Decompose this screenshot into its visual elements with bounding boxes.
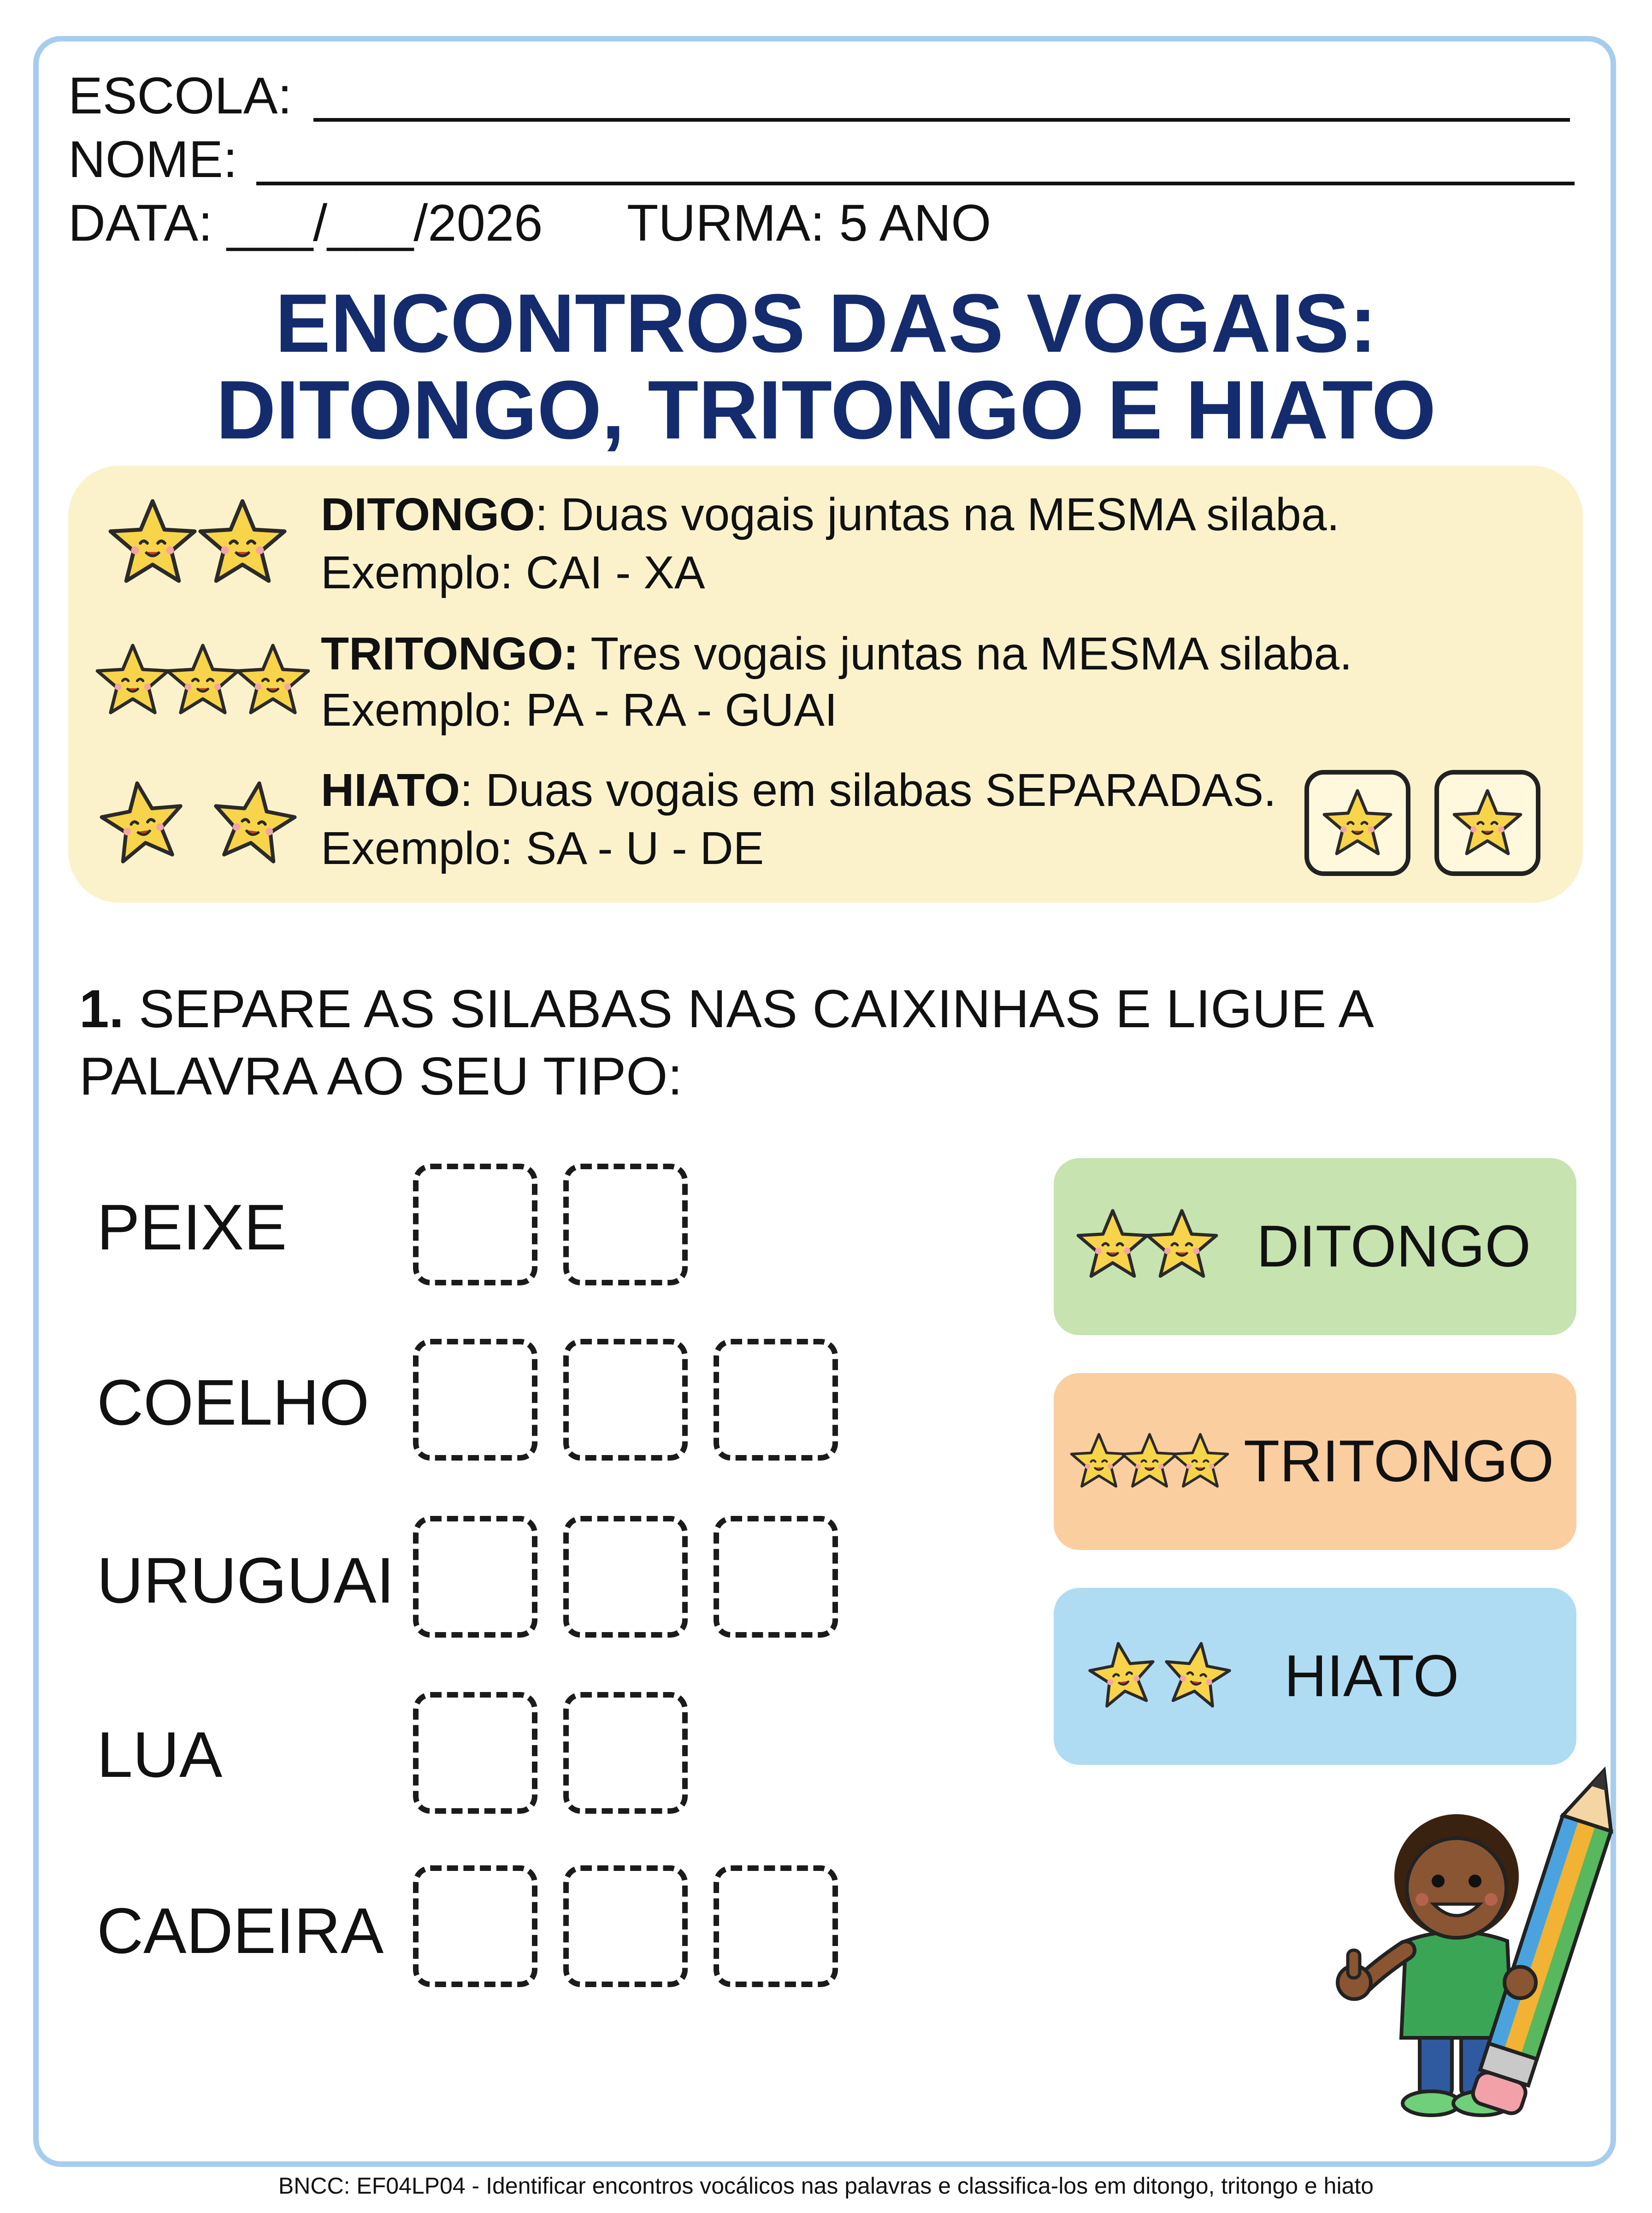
syllable-box[interactable] — [714, 1865, 838, 1987]
tag-hiato[interactable] — [1054, 1588, 1576, 1765]
escola-label: ESCOLA: — [68, 67, 292, 124]
word-uruguai: URUGUAI — [97, 1544, 395, 1616]
tag-ditongo-label: DITONGO — [1257, 1213, 1531, 1279]
syllable-box[interactable] — [563, 1692, 688, 1814]
syllable-box[interactable] — [563, 1164, 688, 1285]
hiato-definition — [321, 764, 1276, 816]
word-coelho: COELHO — [97, 1366, 370, 1438]
syllable-box[interactable] — [413, 1865, 537, 1987]
tag-hiato-label: HIATO — [1284, 1643, 1459, 1709]
star-card-left — [1304, 770, 1410, 876]
star-icon — [1446, 781, 1529, 864]
syllable-box[interactable] — [714, 1516, 838, 1638]
ditongo-term: DITONGO — [321, 489, 535, 540]
word-lua: LUA — [97, 1718, 223, 1791]
tritongo-example: Exemplo: PA - RA - GUAI — [321, 684, 838, 736]
syllable-box[interactable] — [413, 1339, 537, 1461]
ditongo-example: Exemplo: CAI - XA — [321, 547, 705, 598]
tag-tritongo-label: TRITONGO — [1244, 1428, 1554, 1494]
syllable-box[interactable] — [413, 1692, 537, 1814]
syllable-box[interactable] — [563, 1516, 688, 1638]
two-stars-apart-icon — [1086, 1630, 1233, 1722]
syllable-box[interactable] — [413, 1164, 537, 1285]
tritongo-term: TRITONGO: — [321, 628, 579, 680]
three-stars-icon — [92, 636, 313, 728]
two-stars-icon — [104, 491, 293, 592]
syllable-box[interactable] — [413, 1516, 537, 1638]
star-card-right — [1434, 770, 1540, 876]
tag-ditongo[interactable] — [1054, 1158, 1576, 1335]
hiato-example: Exemplo: SA - U - DE — [321, 822, 764, 874]
syllable-box[interactable] — [563, 1339, 688, 1461]
exercise-text: SEPARE AS SILABAS NAS CAIXINHAS E LIGUE A — [124, 979, 1374, 1039]
exercise-instruction-line1 — [79, 979, 1374, 1039]
tritongo-text: Tres vogais juntas na MESMA silaba. — [578, 628, 1352, 680]
page-title-line1: ENCONTROS DAS VOGAIS: — [275, 277, 1377, 370]
syllable-box[interactable] — [714, 1339, 838, 1461]
escola-line[interactable] — [313, 118, 1570, 122]
exercise-number: 1. — [79, 979, 124, 1039]
word-peixe: PEIXE — [97, 1191, 287, 1263]
two-stars-apart-icon — [97, 775, 304, 871]
tag-tritongo[interactable] — [1054, 1373, 1576, 1550]
page-title-line2: DITONGO, TRITONGO E HIATO — [216, 364, 1436, 456]
hiato-term: HIATO — [321, 764, 460, 816]
nome-line[interactable] — [256, 182, 1575, 185]
boy-with-pencil-illustration — [1328, 1789, 1613, 2121]
nome-label: NOME: — [68, 130, 238, 188]
ditongo-definition — [321, 491, 1339, 538]
star-icon — [1316, 781, 1399, 864]
two-stars-icon — [1077, 1201, 1215, 1293]
hiato-text: : Duas vogais em silabas SEPARADAS. — [460, 764, 1276, 816]
syllable-box[interactable] — [563, 1865, 688, 1987]
exercise-instruction-line2: PALAVRA AO SEU TIPO: — [79, 1046, 683, 1106]
tritongo-definition — [321, 628, 1352, 680]
three-stars-icon — [1071, 1424, 1228, 1502]
turma-label: TURMA: 5 ANO — [627, 194, 991, 252]
ditongo-text: : Duas vogais juntas na MESMA silaba. — [535, 489, 1340, 540]
word-cadeira: CADEIRA — [97, 1894, 384, 1967]
bncc-footer: BNCC: EF04LP04 - Identificar encontros vocálicos nas palavras e classifica-los em ditongo, tritongo e hiato — [278, 2173, 1374, 2199]
data-label: DATA: ___/___/2026 — [68, 194, 543, 252]
